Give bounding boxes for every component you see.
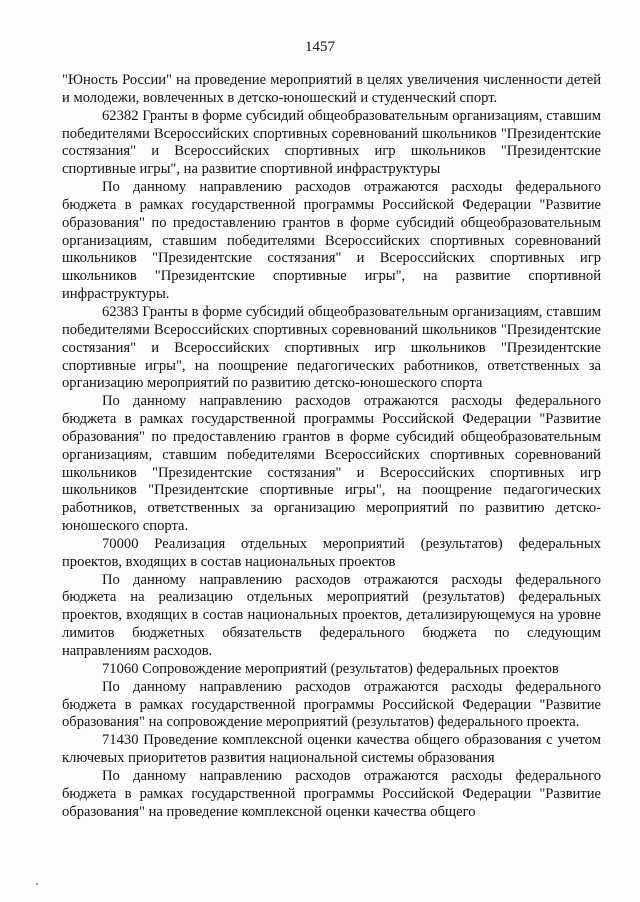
paragraph-71430-heading: 71430 Проведение комплексной оценки качества общего образования с учетом ключевых приоритетов развития национальной системы образования bbox=[62, 732, 601, 767]
paragraph-70000-description: По данному направлению расходов отражаются расходы федерального бюджета на реализацию отдельных мероприятий (результатов) федеральных проектов, входящих в состав национальных проектов, детализирующемуся на уровне лимитов бюджетных обязательств федерального бюджета по следующим направлениям расходов. bbox=[62, 571, 601, 659]
paragraph-continuation: "Юность России" на проведение мероприятий в целях увеличения численности детей и молодежи, вовлеченных в детско-юношеский и студенческий спорт. bbox=[62, 72, 601, 106]
scan-speck bbox=[36, 883, 38, 885]
paragraph-62382-description: По данному направлению расходов отражаются расходы федерального бюджета в рамках государственной программы Российской Федерации "Развитие образования" по предоставлению грантов в форме субсидий общеобразовательным организациям, ставшим победителями Всероссийских спортивных соревнований школьников "Президентские состязания" и Всероссийских спортивных игр школьников "Президентские спортивные игры", на развитие спортивной инфраструктуры. bbox=[62, 179, 601, 303]
paragraph-71430-description: По данному направлению расходов отражаются расходы федерального бюджета в рамках государственной программы Российской Федерации "Развитие образования" на проведение комплексной оценки качества общего bbox=[62, 767, 601, 820]
paragraph-70000-heading: 70000 Реализация отдельных мероприятий (результатов) федеральных проектов, входящих в состав национальных проектов bbox=[62, 535, 601, 570]
paragraph-62383-description: По данному направлению расходов отражаются расходы федерального бюджета в рамках государственной программы Российской Федерации "Развитие образования" по предоставлению грантов в форме субсидий общеобразовательным организациям, ставшим победителями Всероссийских спортивных соревнований школьников "Президентские состязания" и Всероссийских спортивных игр школьников "Президентские спортивные игры", на поощрение педагогических работников, ответственных за организацию мероприятий по развитию детско-юношеского спорта. bbox=[62, 393, 601, 535]
paragraph-62382-heading: 62382 Гранты в форме субсидий общеобразовательным организациям, ставшим победителями Всероссийских спортивных соревнований школьников "Президентские состязания" и Всероссийских спортивных игр школьников "Президентские спортивные игры", на развитие спортивной инфраструктуры bbox=[62, 107, 601, 178]
page-number: 1457 bbox=[305, 39, 335, 55]
paragraph-71060-heading: 71060 Сопровождение мероприятий (результатов) федеральных проектов bbox=[102, 660, 559, 677]
paragraph-71060-description: По данному направлению расходов отражаются расходы федерального бюджета в рамках государственной программы Российской Федерации "Развитие образования" на сопровождение мероприятий (результатов) федерального проекта. bbox=[62, 678, 601, 731]
paragraph-62383-heading: 62383 Гранты в форме субсидий общеобразовательным организациям, ставшим победителями Всероссийских спортивных соревнований школьников "Президентские состязания" и Всероссийских спортивных игр школьников "Президентские спортивные игры", на поощрение педагогических работников, ответственных за организацию мероприятий по развитию детско-юношеского спорта bbox=[62, 303, 601, 392]
document-body bbox=[62, 72, 601, 821]
